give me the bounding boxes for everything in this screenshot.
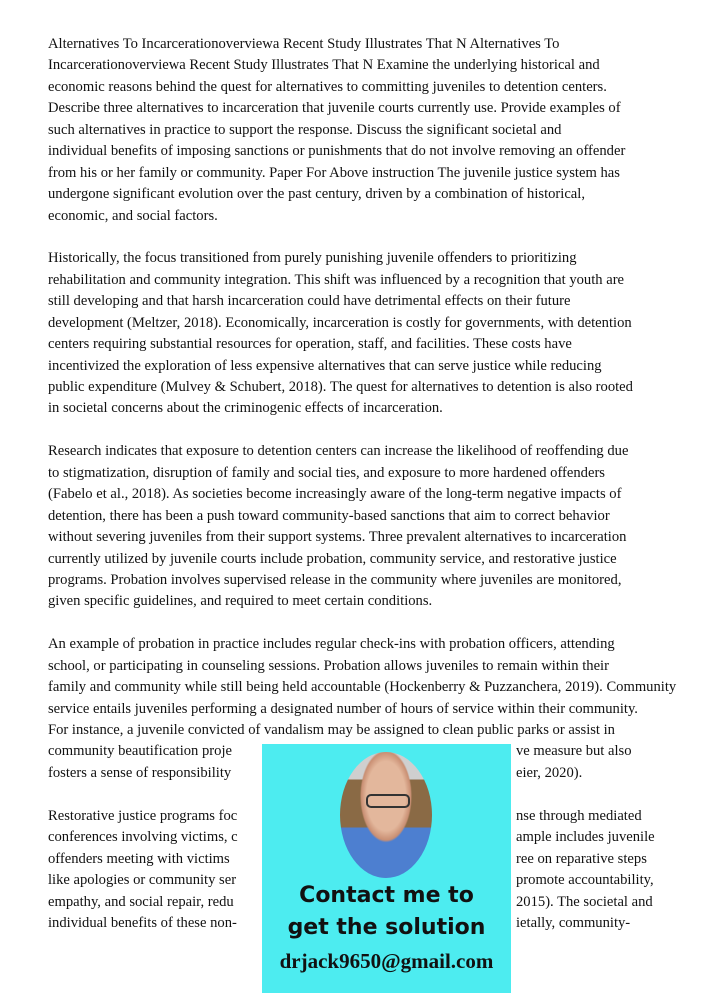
text-line: family and community while still being held accountable (Hockenberry & Puzzanchera, 2019). Community: [48, 679, 677, 696]
text-line: programs. Probation involves supervised release in the community where juveniles are monitored,: [48, 571, 622, 588]
glasses-icon: [366, 794, 410, 808]
text-line: Historically, the focus transitioned from purely punishing juvenile offenders to prioritizing: [48, 250, 577, 267]
text-line: in societal concerns about the criminogenic effects of incarceration.: [48, 400, 443, 417]
text-fragment-right: ve measure but also: [516, 743, 632, 760]
ad-headline-line2: get the solution: [287, 915, 486, 940]
text-line: economic, and social factors.: [48, 207, 218, 224]
text-line: without severing juveniles from their support systems. Three prevalent alternatives to incarceration: [48, 529, 627, 546]
text-line: Research indicates that exposure to detention centers can increase the likelihood of reoffending due: [48, 443, 629, 460]
text-fragment-right: promote accountability,: [516, 872, 654, 889]
text-line: from his or her family or community. Paper For Above instruction The juvenile justice system has: [48, 164, 620, 181]
paragraph: [48, 34, 688, 227]
text-fragment-left: fosters a sense of responsibility: [48, 764, 232, 781]
text-fragment-left: Restorative justice programs foc: [48, 807, 238, 824]
text-line: service entails juveniles performing a designated number of hours of service within their community.: [48, 700, 638, 717]
text-line: such alternatives in practice to support the response. Discuss the significant societal and: [48, 121, 562, 138]
text-line: Incarcerationoverviewa Recent Study Illustrates That N Examine the underlying historical and: [48, 57, 600, 74]
text-line: An example of probation in practice includes regular check-ins with probation officers, attending: [48, 636, 615, 653]
text-fragment-left: offenders meeting with victims: [48, 850, 230, 867]
text-line: currently utilized by juvenile courts include probation, community service, and restorative justice: [48, 550, 617, 567]
text-fragment-left: like apologies or community ser: [48, 872, 237, 889]
text-fragment-right: ree on reparative steps: [516, 850, 647, 867]
paragraph: [48, 441, 688, 613]
text-line: economic reasons behind the quest for alternatives to committing juveniles to detention centers.: [48, 78, 607, 95]
text-fragment-right: 2015). The societal and: [516, 893, 653, 910]
text-fragment-left: individual benefits of these non-: [48, 914, 237, 931]
text-fragment-left: conferences involving victims, c: [48, 829, 238, 846]
text-line: centers requiring substantial resources for operation, staff, and facilities. These costs have: [48, 336, 572, 353]
text-line: given specific guidelines, and required to meet certain conditions.: [48, 593, 433, 610]
author-photo: [340, 752, 432, 878]
text-line: school, or participating in counseling sessions. Probation allows juveniles to remain within their: [48, 657, 609, 674]
text-fragment-right: nse through mediated: [516, 807, 642, 824]
text-line: to stigmatization, disruption of family and social ties, and exposure to more hardened offenders: [48, 464, 605, 481]
text-fragment-right: ample includes juvenile: [516, 829, 655, 846]
text-line: Describe three alternatives to incarceration that juvenile courts currently use. Provide examples of: [48, 100, 621, 117]
text-fragment-right: ietally, community-: [516, 914, 631, 931]
text-line: undergone significant evolution over the past century, driven by a combination of historical,: [48, 186, 585, 203]
text-line: incentivized the exploration of less expensive alternatives that can serve justice while reducing: [48, 357, 602, 374]
text-line: detention, there has been a push toward community-based sanctions that aim to correct behavior: [48, 507, 610, 524]
text-line: public expenditure (Mulvey & Schubert, 2018). The quest for alternatives to detention is also rooted: [48, 379, 633, 395]
paragraph: [48, 248, 688, 420]
text-line: Alternatives To Incarcerationoverviewa Recent Study Illustrates That N Alternatives To: [48, 36, 560, 52]
text-line: (Fabelo et al., 2018). As societies become increasingly aware of the long-term negative impacts of: [48, 486, 622, 503]
text-line: For instance, a juvenile convicted of vandalism may be assigned to clean public parks or assist in: [48, 722, 615, 738]
ad-headline-line1: Contact me to: [299, 883, 474, 908]
text-line: individual benefits of imposing sanctions or punishments that do not involve removing an offender: [48, 143, 626, 160]
text-line: development (Meltzer, 2018). Economically, incarceration is costly for governments, with detention: [48, 314, 632, 331]
text-fragment-right: eier, 2020).: [516, 764, 583, 781]
text-fragment-left: empathy, and social repair, redu: [48, 893, 234, 910]
text-line: still developing and that harsh incarceration could have detrimental effects on their future: [48, 293, 571, 310]
text-fragment-left: community beautification proje: [48, 743, 232, 760]
contact-advertisement[interactable]: [262, 744, 511, 993]
text-line: rehabilitation and community integration. This shift was influenced by a recognition that youth are: [48, 271, 625, 288]
ad-email[interactable]: drjack9650@gmail.com: [279, 949, 494, 973]
